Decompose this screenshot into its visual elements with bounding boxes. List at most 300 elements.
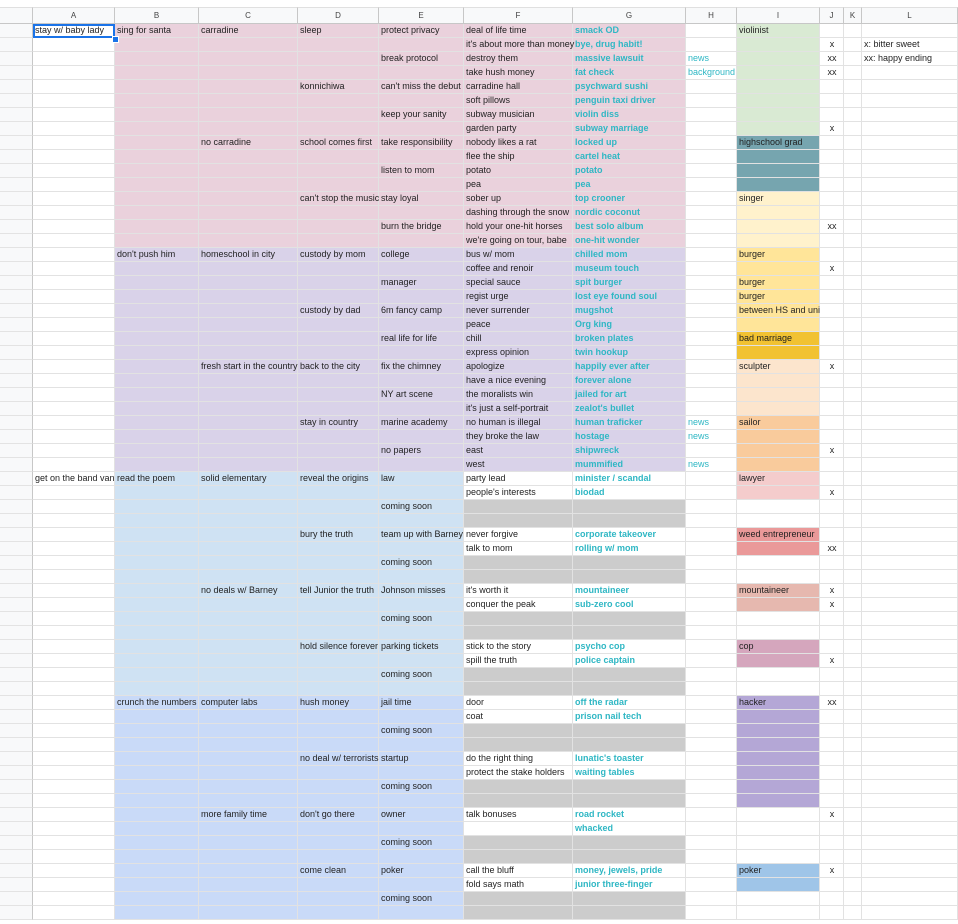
cell-g[interactable] <box>573 738 686 752</box>
row-header[interactable] <box>0 360 33 374</box>
cell-j[interactable] <box>820 500 844 514</box>
cell-g[interactable] <box>573 654 686 668</box>
cell-j[interactable] <box>820 668 844 682</box>
cell-c[interactable] <box>199 780 298 794</box>
cell-k[interactable] <box>844 472 862 486</box>
row-header[interactable] <box>0 654 33 668</box>
cell-i[interactable] <box>737 584 820 598</box>
cell-h[interactable] <box>686 66 737 80</box>
cell-h[interactable] <box>686 626 737 640</box>
cell-l[interactable] <box>862 892 958 906</box>
cell-l[interactable] <box>862 682 958 696</box>
cell-b[interactable] <box>115 220 199 234</box>
cell-d[interactable] <box>298 458 379 472</box>
cell-i[interactable] <box>737 640 820 654</box>
cell-k[interactable] <box>844 290 862 304</box>
cell-j[interactable] <box>820 626 844 640</box>
cell-h[interactable] <box>686 94 737 108</box>
cell-l[interactable] <box>862 598 958 612</box>
cell-g[interactable] <box>573 430 686 444</box>
cell-d[interactable] <box>298 724 379 738</box>
cell-d[interactable] <box>298 178 379 192</box>
cell-b[interactable] <box>115 206 199 220</box>
cell-a[interactable] <box>33 836 115 850</box>
cell-d[interactable] <box>298 108 379 122</box>
cell-e[interactable] <box>379 402 464 416</box>
cell-l[interactable] <box>862 696 958 710</box>
cell-a[interactable] <box>33 626 115 640</box>
cell-h[interactable] <box>686 346 737 360</box>
row-header[interactable] <box>0 178 33 192</box>
cell-h[interactable] <box>686 430 737 444</box>
column-header-L[interactable]: L <box>862 7 958 24</box>
cell-b[interactable] <box>115 752 199 766</box>
cell-g[interactable] <box>573 388 686 402</box>
cell-g[interactable] <box>573 248 686 262</box>
cell-i[interactable] <box>737 626 820 640</box>
cell-j[interactable] <box>820 24 844 38</box>
cell-k[interactable] <box>844 430 862 444</box>
cell-f[interactable] <box>464 430 573 444</box>
cell-c[interactable] <box>199 682 298 696</box>
cell-b[interactable] <box>115 416 199 430</box>
cell-c[interactable] <box>199 654 298 668</box>
cell-i[interactable] <box>737 122 820 136</box>
cell-e[interactable] <box>379 906 464 920</box>
row-header[interactable] <box>0 780 33 794</box>
cell-c[interactable] <box>199 290 298 304</box>
cell-h[interactable] <box>686 710 737 724</box>
cell-j[interactable] <box>820 556 844 570</box>
cell-e[interactable] <box>379 458 464 472</box>
cell-b[interactable] <box>115 710 199 724</box>
cell-l[interactable] <box>862 374 958 388</box>
cell-a[interactable] <box>33 290 115 304</box>
column-header-J[interactable]: J <box>820 7 844 24</box>
cell-h[interactable] <box>686 794 737 808</box>
cell-a[interactable] <box>33 612 115 626</box>
cell-g[interactable] <box>573 682 686 696</box>
cell-h[interactable] <box>686 164 737 178</box>
row-header[interactable] <box>0 276 33 290</box>
cell-d[interactable] <box>298 570 379 584</box>
cell-f[interactable] <box>464 570 573 584</box>
cell-c[interactable] <box>199 192 298 206</box>
cell-d[interactable] <box>298 612 379 626</box>
cell-k[interactable] <box>844 150 862 164</box>
row-header[interactable] <box>0 766 33 780</box>
cell-l[interactable] <box>862 780 958 794</box>
cell-e[interactable] <box>379 374 464 388</box>
row-header[interactable] <box>0 52 33 66</box>
cell-h[interactable] <box>686 80 737 94</box>
cell-g[interactable] <box>573 584 686 598</box>
cell-b[interactable] <box>115 864 199 878</box>
row-header[interactable] <box>0 290 33 304</box>
cell-b[interactable] <box>115 696 199 710</box>
cell-e[interactable] <box>379 122 464 136</box>
cell-k[interactable] <box>844 192 862 206</box>
cell-i[interactable] <box>737 52 820 66</box>
cell-a[interactable] <box>33 892 115 906</box>
cell-b[interactable] <box>115 514 199 528</box>
cell-g[interactable] <box>573 612 686 626</box>
cell-j[interactable] <box>820 122 844 136</box>
cell-i[interactable] <box>737 864 820 878</box>
cell-c[interactable] <box>199 738 298 752</box>
cell-b[interactable] <box>115 724 199 738</box>
row-header[interactable] <box>0 626 33 640</box>
cell-f[interactable] <box>464 178 573 192</box>
row-header[interactable] <box>0 402 33 416</box>
cell-l[interactable] <box>862 906 958 920</box>
cell-c[interactable] <box>199 626 298 640</box>
cell-d[interactable] <box>298 150 379 164</box>
cell-e[interactable] <box>379 192 464 206</box>
cell-e[interactable] <box>379 290 464 304</box>
cell-f[interactable] <box>464 80 573 94</box>
cell-d[interactable] <box>298 332 379 346</box>
cell-f[interactable] <box>464 766 573 780</box>
cell-c[interactable] <box>199 318 298 332</box>
cell-k[interactable] <box>844 318 862 332</box>
cell-e[interactable] <box>379 710 464 724</box>
cell-g[interactable] <box>573 206 686 220</box>
cell-c[interactable] <box>199 150 298 164</box>
cell-f[interactable] <box>464 458 573 472</box>
cell-h[interactable] <box>686 486 737 500</box>
cell-e[interactable] <box>379 668 464 682</box>
cell-f[interactable] <box>464 66 573 80</box>
cell-l[interactable] <box>862 668 958 682</box>
cell-d[interactable] <box>298 822 379 836</box>
cell-j[interactable] <box>820 584 844 598</box>
cell-l[interactable] <box>862 500 958 514</box>
column-header-I[interactable]: I <box>737 7 820 24</box>
cell-e[interactable] <box>379 794 464 808</box>
cell-e[interactable] <box>379 696 464 710</box>
cell-i[interactable] <box>737 248 820 262</box>
cell-f[interactable] <box>464 388 573 402</box>
cell-j[interactable] <box>820 38 844 52</box>
cell-k[interactable] <box>844 584 862 598</box>
cell-g[interactable] <box>573 892 686 906</box>
cell-k[interactable] <box>844 766 862 780</box>
cell-b[interactable] <box>115 766 199 780</box>
cell-c[interactable] <box>199 220 298 234</box>
cell-e[interactable] <box>379 878 464 892</box>
cell-a[interactable] <box>33 234 115 248</box>
cell-c[interactable] <box>199 724 298 738</box>
cell-g[interactable] <box>573 626 686 640</box>
cell-f[interactable] <box>464 248 573 262</box>
cell-c[interactable] <box>199 388 298 402</box>
cell-b[interactable] <box>115 836 199 850</box>
cell-e[interactable] <box>379 808 464 822</box>
row-header[interactable] <box>0 486 33 500</box>
cell-i[interactable] <box>737 290 820 304</box>
cell-h[interactable] <box>686 654 737 668</box>
cell-g[interactable] <box>573 864 686 878</box>
cell-a[interactable] <box>33 584 115 598</box>
cell-l[interactable] <box>862 94 958 108</box>
cell-e[interactable] <box>379 598 464 612</box>
row-header[interactable] <box>0 122 33 136</box>
cell-c[interactable] <box>199 248 298 262</box>
cell-a[interactable] <box>33 878 115 892</box>
cell-k[interactable] <box>844 136 862 150</box>
cell-f[interactable] <box>464 234 573 248</box>
cell-k[interactable] <box>844 654 862 668</box>
cell-c[interactable] <box>199 122 298 136</box>
cell-g[interactable] <box>573 556 686 570</box>
cell-l[interactable] <box>862 66 958 80</box>
cell-j[interactable] <box>820 318 844 332</box>
cell-f[interactable] <box>464 850 573 864</box>
cell-d[interactable] <box>298 654 379 668</box>
cell-d[interactable] <box>298 500 379 514</box>
cell-l[interactable] <box>862 724 958 738</box>
cell-g[interactable] <box>573 724 686 738</box>
row-header[interactable] <box>0 794 33 808</box>
cell-b[interactable] <box>115 318 199 332</box>
cell-e[interactable] <box>379 304 464 318</box>
cell-g[interactable] <box>573 24 686 38</box>
cell-h[interactable] <box>686 290 737 304</box>
cell-b[interactable] <box>115 458 199 472</box>
cell-l[interactable] <box>862 164 958 178</box>
row-header[interactable] <box>0 444 33 458</box>
cell-e[interactable] <box>379 276 464 290</box>
cell-j[interactable] <box>820 234 844 248</box>
cell-i[interactable] <box>737 500 820 514</box>
cell-b[interactable] <box>115 486 199 500</box>
cell-c[interactable] <box>199 752 298 766</box>
cell-b[interactable] <box>115 360 199 374</box>
cell-e[interactable] <box>379 164 464 178</box>
cell-g[interactable] <box>573 766 686 780</box>
row-header[interactable] <box>0 66 33 80</box>
cell-a[interactable] <box>33 850 115 864</box>
cell-g[interactable] <box>573 136 686 150</box>
cell-h[interactable] <box>686 864 737 878</box>
cell-i[interactable] <box>737 136 820 150</box>
cell-a[interactable] <box>33 38 115 52</box>
cell-a[interactable] <box>33 766 115 780</box>
cell-a[interactable] <box>33 808 115 822</box>
cell-k[interactable] <box>844 808 862 822</box>
cell-f[interactable] <box>464 192 573 206</box>
cell-c[interactable] <box>199 346 298 360</box>
cell-g[interactable] <box>573 94 686 108</box>
column-header-F[interactable]: F <box>464 7 573 24</box>
cell-f[interactable] <box>464 374 573 388</box>
cell-d[interactable] <box>298 626 379 640</box>
cell-k[interactable] <box>844 402 862 416</box>
cell-f[interactable] <box>464 500 573 514</box>
cell-g[interactable] <box>573 444 686 458</box>
cell-c[interactable] <box>199 542 298 556</box>
cell-h[interactable] <box>686 388 737 402</box>
cell-b[interactable] <box>115 500 199 514</box>
cell-l[interactable] <box>862 318 958 332</box>
cell-g[interactable] <box>573 178 686 192</box>
cell-d[interactable] <box>298 696 379 710</box>
row-header[interactable] <box>0 500 33 514</box>
cell-f[interactable] <box>464 878 573 892</box>
cell-k[interactable] <box>844 612 862 626</box>
cell-l[interactable] <box>862 752 958 766</box>
cell-l[interactable] <box>862 850 958 864</box>
cell-d[interactable] <box>298 780 379 794</box>
cell-l[interactable] <box>862 584 958 598</box>
row-header[interactable] <box>0 472 33 486</box>
row-header[interactable] <box>0 80 33 94</box>
cell-i[interactable] <box>737 724 820 738</box>
cell-j[interactable] <box>820 696 844 710</box>
cell-i[interactable] <box>737 682 820 696</box>
cell-i[interactable] <box>737 556 820 570</box>
row-header[interactable] <box>0 94 33 108</box>
cell-k[interactable] <box>844 682 862 696</box>
cell-j[interactable] <box>820 248 844 262</box>
cell-c[interactable] <box>199 94 298 108</box>
cell-h[interactable] <box>686 850 737 864</box>
cell-k[interactable] <box>844 122 862 136</box>
cell-e[interactable] <box>379 178 464 192</box>
cell-k[interactable] <box>844 668 862 682</box>
cell-i[interactable] <box>737 654 820 668</box>
cell-i[interactable] <box>737 444 820 458</box>
cell-a[interactable] <box>33 668 115 682</box>
cell-b[interactable] <box>115 66 199 80</box>
cell-k[interactable] <box>844 276 862 290</box>
cell-l[interactable] <box>862 332 958 346</box>
cell-h[interactable] <box>686 500 737 514</box>
cell-e[interactable] <box>379 388 464 402</box>
cell-b[interactable] <box>115 654 199 668</box>
cell-h[interactable] <box>686 332 737 346</box>
cell-k[interactable] <box>844 486 862 500</box>
cell-f[interactable] <box>464 542 573 556</box>
cell-f[interactable] <box>464 444 573 458</box>
cell-f[interactable] <box>464 598 573 612</box>
cell-e[interactable] <box>379 430 464 444</box>
cell-k[interactable] <box>844 346 862 360</box>
cell-c[interactable] <box>199 108 298 122</box>
row-header[interactable] <box>0 24 33 38</box>
cell-h[interactable] <box>686 906 737 920</box>
column-header-D[interactable]: D <box>298 7 379 24</box>
cell-l[interactable] <box>862 444 958 458</box>
cell-j[interactable] <box>820 724 844 738</box>
cell-l[interactable] <box>862 878 958 892</box>
cell-k[interactable] <box>844 724 862 738</box>
cell-d[interactable] <box>298 304 379 318</box>
cell-k[interactable] <box>844 108 862 122</box>
cell-d[interactable] <box>298 892 379 906</box>
cell-j[interactable] <box>820 570 844 584</box>
cell-f[interactable] <box>464 416 573 430</box>
cell-c[interactable] <box>199 906 298 920</box>
cell-a[interactable] <box>33 360 115 374</box>
cell-b[interactable] <box>115 122 199 136</box>
cell-b[interactable] <box>115 346 199 360</box>
cell-k[interactable] <box>844 458 862 472</box>
cell-h[interactable] <box>686 374 737 388</box>
cell-l[interactable] <box>862 570 958 584</box>
cell-b[interactable] <box>115 178 199 192</box>
cell-h[interactable] <box>686 38 737 52</box>
cell-i[interactable] <box>737 780 820 794</box>
cell-e[interactable] <box>379 626 464 640</box>
cell-a[interactable] <box>33 94 115 108</box>
cell-a[interactable] <box>33 780 115 794</box>
cell-e[interactable] <box>379 500 464 514</box>
cell-b[interactable] <box>115 262 199 276</box>
row-header[interactable] <box>0 38 33 52</box>
cell-k[interactable] <box>844 38 862 52</box>
cell-g[interactable] <box>573 528 686 542</box>
cell-b[interactable] <box>115 794 199 808</box>
row-header[interactable] <box>0 710 33 724</box>
row-header[interactable] <box>0 136 33 150</box>
cell-k[interactable] <box>844 528 862 542</box>
cell-j[interactable] <box>820 94 844 108</box>
cell-b[interactable] <box>115 542 199 556</box>
cell-c[interactable] <box>199 66 298 80</box>
cell-j[interactable] <box>820 192 844 206</box>
cell-b[interactable] <box>115 108 199 122</box>
cell-f[interactable] <box>464 332 573 346</box>
row-header[interactable] <box>0 234 33 248</box>
cell-l[interactable] <box>862 80 958 94</box>
cell-j[interactable] <box>820 906 844 920</box>
cell-g[interactable] <box>573 514 686 528</box>
cell-e[interactable] <box>379 892 464 906</box>
cell-c[interactable] <box>199 402 298 416</box>
cell-b[interactable] <box>115 738 199 752</box>
cell-e[interactable] <box>379 486 464 500</box>
cell-a[interactable] <box>33 262 115 276</box>
row-header[interactable] <box>0 164 33 178</box>
cell-d[interactable] <box>298 752 379 766</box>
cell-e[interactable] <box>379 94 464 108</box>
row-header[interactable] <box>0 416 33 430</box>
cell-e[interactable] <box>379 472 464 486</box>
cell-g[interactable] <box>573 234 686 248</box>
cell-g[interactable] <box>573 276 686 290</box>
cell-j[interactable] <box>820 528 844 542</box>
cell-i[interactable] <box>737 94 820 108</box>
cell-g[interactable] <box>573 836 686 850</box>
cell-g[interactable] <box>573 472 686 486</box>
cell-j[interactable] <box>820 136 844 150</box>
cell-k[interactable] <box>844 360 862 374</box>
cell-h[interactable] <box>686 612 737 626</box>
cell-j[interactable] <box>820 752 844 766</box>
cell-e[interactable] <box>379 528 464 542</box>
column-header-B[interactable]: B <box>115 7 199 24</box>
cell-d[interactable] <box>298 374 379 388</box>
cell-g[interactable] <box>573 906 686 920</box>
cell-a[interactable] <box>33 150 115 164</box>
cell-g[interactable] <box>573 808 686 822</box>
cell-e[interactable] <box>379 570 464 584</box>
cell-g[interactable] <box>573 696 686 710</box>
cell-l[interactable] <box>862 556 958 570</box>
cell-e[interactable] <box>379 360 464 374</box>
